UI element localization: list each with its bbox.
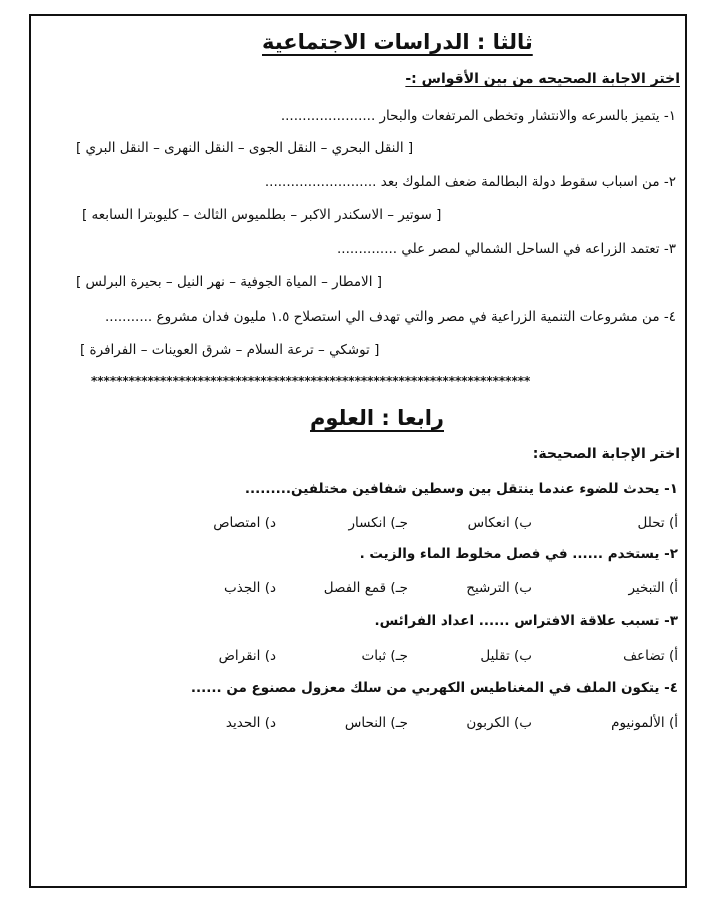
section-title-science: رابعا : العلوم — [310, 406, 444, 430]
question-3-options: [ الامطار – المياة الجوفية – نهر النيل – بحيرة البرلس ] — [76, 274, 383, 290]
science-q1-option-a: أ) تحلل — [637, 515, 678, 531]
science-q1-option-d: د) امتصاص — [213, 515, 276, 531]
science-question-1-text: ١- يحدث للضوء عندما ينتقل بين وسطين شفافين مختلفين......... — [244, 481, 678, 497]
science-q1-option-b: ب) انعكاس — [467, 515, 532, 531]
science-q3-option-c: جـ) ثبات — [361, 648, 408, 664]
question-1-options: [ النقل البحري – النقل الجوى – النقل النهرى – النقل البري ] — [76, 140, 414, 156]
section-title-social-studies: ثالثا : الدراسات الاجتماعية — [262, 30, 533, 54]
question-3-text: ٣- تعتمد الزراعه في الساحل الشمالي لمصر علي .............. — [337, 241, 676, 257]
science-q4-option-d: د) الحديد — [225, 715, 276, 731]
science-q3-option-a: أ) تضاعف — [623, 648, 678, 664]
science-question-3-text: ٣- تسبب علاقة الافتراس ...... اعداد الفرائس. — [374, 613, 678, 629]
science-q3-option-d: د) انقراض — [218, 648, 276, 664]
science-q4-option-b: ب) الكربون — [466, 715, 532, 731]
question-2-options: [ سوتير – الاسكندر الاكبر – بطلميوس الثالث – كليوبترا السابعه ] — [82, 207, 442, 223]
instruction-social-studies: اختر الاجابة الصحيحه من بين الأقواس :- — [405, 71, 680, 87]
science-q2-option-b: ب) الترشيح — [466, 580, 532, 596]
science-q3-option-b: ب) تقليل — [480, 648, 532, 664]
separator-line: ********************************************************************** — [91, 374, 531, 388]
question-4-text: ٤- من مشروعات التنمية الزراعية في مصر والتي تهدف الي استصلاح ١.٥ مليون فدان مشروع ........... — [105, 309, 676, 325]
science-q2-option-d: د) الجذب — [224, 580, 276, 596]
question-1-text: ١- يتميز بالسرعه والانتشار وتخطى المرتفعات والبحار ...................... — [280, 108, 676, 124]
science-q2-option-a: أ) التبخير — [628, 580, 678, 596]
science-q2-option-c: جـ) قمع الفصل — [323, 580, 408, 596]
question-4-options: [ توشكي – ترعة السلام – شرق العوينات – الفرافرة ] — [80, 342, 380, 358]
science-q4-option-a: أ) الألمونيوم — [611, 715, 678, 731]
science-question-4-text: ٤- يتكون الملف في المغناطيس الكهربي من سلك معزول مصنوع من ...... — [190, 680, 678, 696]
science-q1-option-c: جـ) انكسار — [348, 515, 408, 531]
science-q4-option-c: جـ) النحاس — [344, 715, 408, 731]
instruction-science: اختر الإجابة الصحيحة: — [532, 446, 680, 462]
question-2-text: ٢- من اسباب سقوط دولة البطالمة ضعف الملوك بعد .......................... — [264, 174, 676, 190]
science-question-2-text: ٢- يستخدم ...... في فصل مخلوط الماء والزيت . — [359, 546, 678, 562]
